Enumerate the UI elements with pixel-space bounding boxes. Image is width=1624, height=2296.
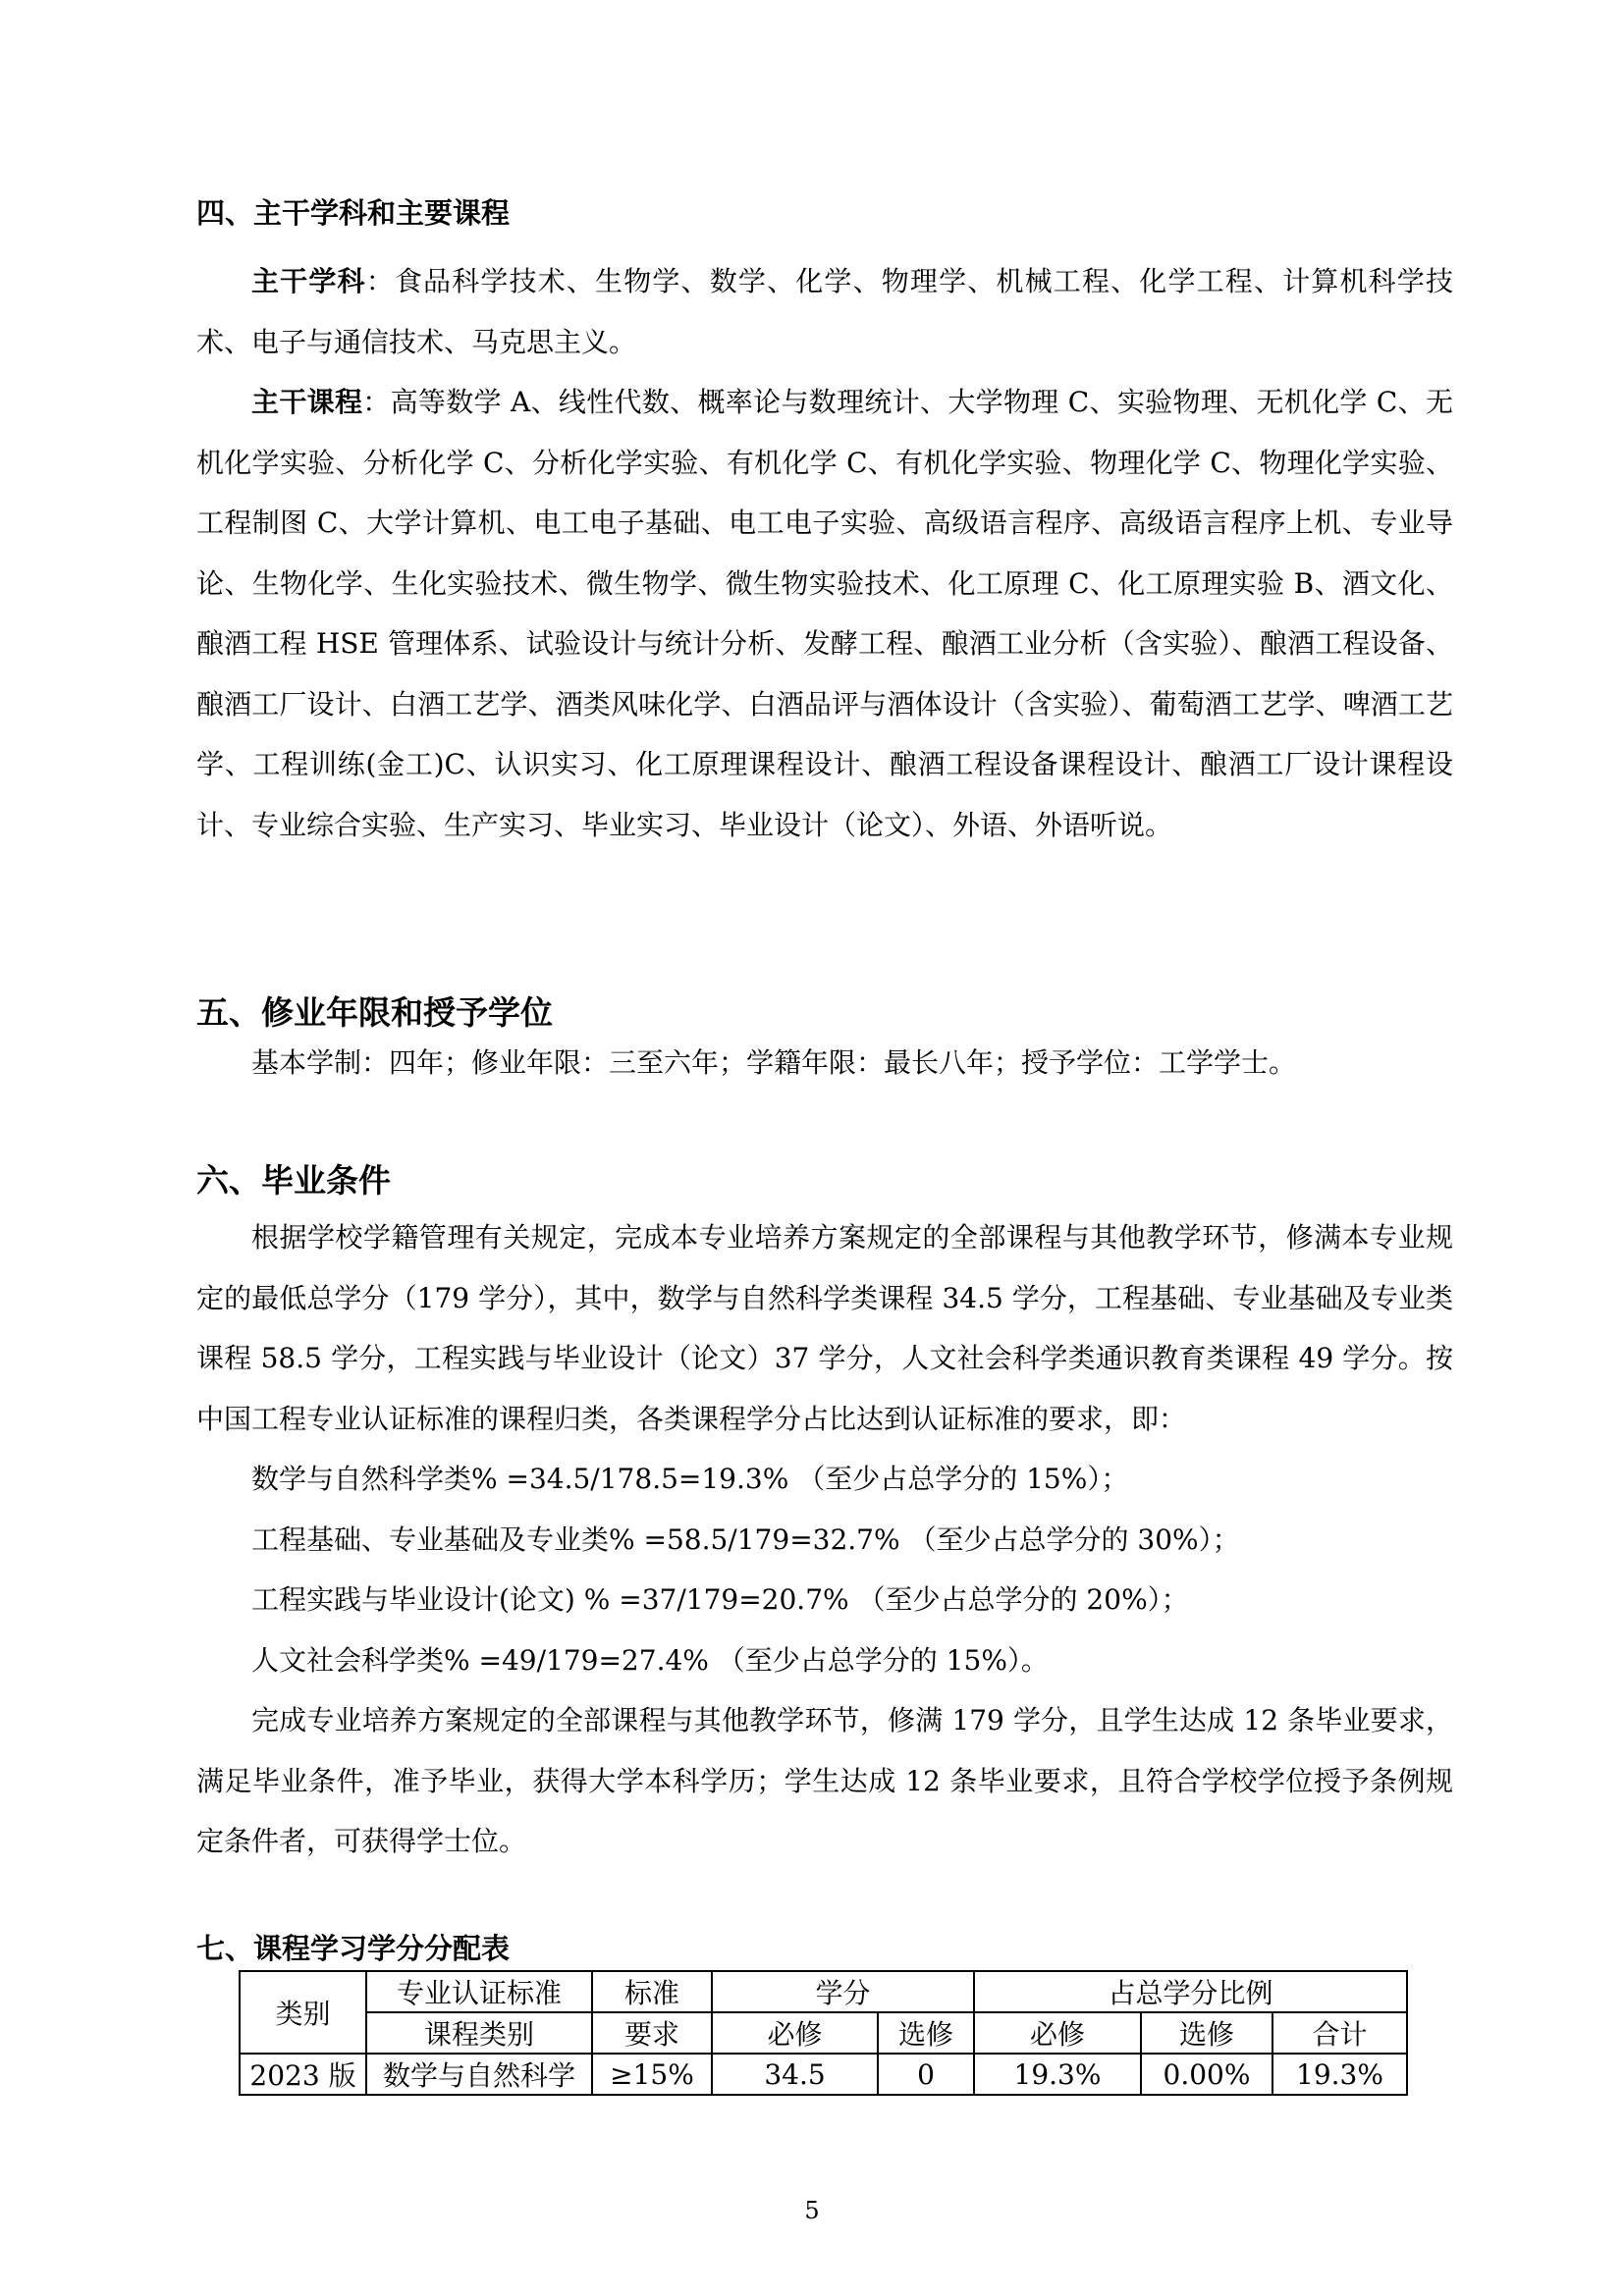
cell-credits-elective: 0 <box>878 2054 974 2095</box>
main-courses-label: 主干课程 <box>251 386 363 418</box>
cell-requirement: ≥15% <box>592 2054 712 2095</box>
table-row <box>240 2054 1407 2095</box>
cell-ratio-total: 19.3% <box>1272 2054 1407 2095</box>
cell-ratio-required: 19.3% <box>974 2054 1141 2095</box>
main-subjects-label: 主干学科 <box>251 265 366 297</box>
header-credits: 学分 <box>712 1971 974 2012</box>
main-courses-paragraph <box>196 372 1453 855</box>
header-cert-standard: 专业认证标准 <box>366 1971 592 2012</box>
credit-allocation-table <box>239 1970 1408 2096</box>
table-header-row <box>240 1971 1407 2012</box>
subheader-ratio-elective: 选修 <box>1141 2012 1272 2054</box>
graduation-paragraph: 根据学校学籍管理有关规定，完成本专业培养方案规定的全部课程与其他教学环节，修满本专业规定的最低总学分（179 学分），其中，数学与自然科学类课程 34.5 学分，工程基础、专业基础及专业类课程 58.5 学分，工程实践与毕业设计（论文）37 学分，人文社会科学类通识教育类课程 49 学分。按中国工程专业认证标准的课程归类，各类课程学分占比达到认证标准的要求，即： <box>196 1221 1453 1435</box>
cell-course-category: 数学与自然科学 <box>366 2054 592 2095</box>
subheader-course-category: 课程类别 <box>366 2012 592 2054</box>
subheader-ratio-required: 必修 <box>974 2012 1141 2054</box>
subheader-credits-elective: 选修 <box>878 2012 974 2054</box>
header-standard: 标准 <box>592 1971 712 2012</box>
subheader-credits-required: 必修 <box>712 2012 878 2054</box>
table-subheader-row <box>240 2012 1407 2054</box>
section-five-heading: 五、修业年限和授予学位 <box>196 993 553 1032</box>
ratio-item-math: 数学与自然科学类% =34.5/178.5=19.3% （至少占总学分的 15%）； <box>251 1463 1129 1495</box>
cell-version: 2023 版 <box>240 2054 366 2095</box>
study-years-paragraph: 基本学制：四年；修业年限：三至六年；学籍年限：最长八年；授予学位：工学学士。 <box>251 1046 1297 1079</box>
ratio-item-humanities: 人文社会科学类% =49/179=27.4% （至少占总学分的 15%）。 <box>251 1643 1049 1677</box>
subheader-requirement: 要求 <box>592 2012 712 2054</box>
section-six-heading: 六、毕业条件 <box>196 1161 391 1200</box>
main-courses-text: ：高等数学 A、线性代数、概率论与数理统计、大学物理 C、实验物理、无机化学 C、无机化学实验、分析化学 C、分析化学实验、有机化学 C、有机化学实验、物理化学 C、物理化学实验、工程制图 C、大学计算机、电工电子基础、电工电子实验、高级语言程序、高级语言程序上机、专业导论、生物化学、生化实验技术、微生物学、微生物实验技术、化工原理 C、化工原理实验 B、酒文化、酿酒工程 HSE 管理体系、试验设计与统计分析、发酵工程、酿酒工业分析（含实验）、酿酒工程设备、酿酒工厂设计、白酒工艺学、酒类风味化学、白酒品评与酒体设计（含实验）、葡萄酒工艺学、啤酒工艺学、工程训练(金工)C、认识实习、化工原理课程设计、酿酒工程设备课程设计、酿酒工厂设计课程设计、专业综合实验、生产实习、毕业实习、毕业设计（论文）、外语、外语听说。 <box>196 386 1453 841</box>
header-ratio: 占总学分比例 <box>974 1971 1407 2012</box>
credit-ratio-list <box>251 1449 1240 1690</box>
main-subjects-paragraph <box>196 251 1453 372</box>
header-category: 类别 <box>240 1971 366 2054</box>
subheader-ratio-total: 合计 <box>1272 2012 1407 2054</box>
ratio-item-practice: 工程实践与毕业设计(论文) % =37/179=20.7% （至少占总学分的 20%）； <box>251 1583 1189 1616</box>
graduation-summary-paragraph: 完成专业培养方案规定的全部课程与其他教学环节，修满 179 学分，且学生达成 12 条毕业要求，满足毕业条件，准予毕业，获得大学本科学历；学生达成 12 条毕业要求，且符合学校学位授予条例规定条件者，可获得学士位。 <box>196 1704 1453 1857</box>
ratio-item-engineering: 工程基础、专业基础及专业类% =58.5/179=32.7% （至少占总学分的 30%）； <box>251 1522 1240 1556</box>
main-subjects-text: ：食品科学技术、生物学、数学、化学、物理学、机械工程、化学工程、计算机科学技术、电子与通信技术、马克思主义。 <box>196 265 1453 358</box>
page-number: 5 <box>804 2197 820 2224</box>
section-four-heading: 四、主干学科和主要课程 <box>196 196 511 230</box>
section-seven-heading: 七、课程学习学分分配表 <box>196 1932 511 1965</box>
cell-credits-required: 34.5 <box>712 2054 878 2095</box>
cell-ratio-elective: 0.00% <box>1141 2054 1272 2095</box>
